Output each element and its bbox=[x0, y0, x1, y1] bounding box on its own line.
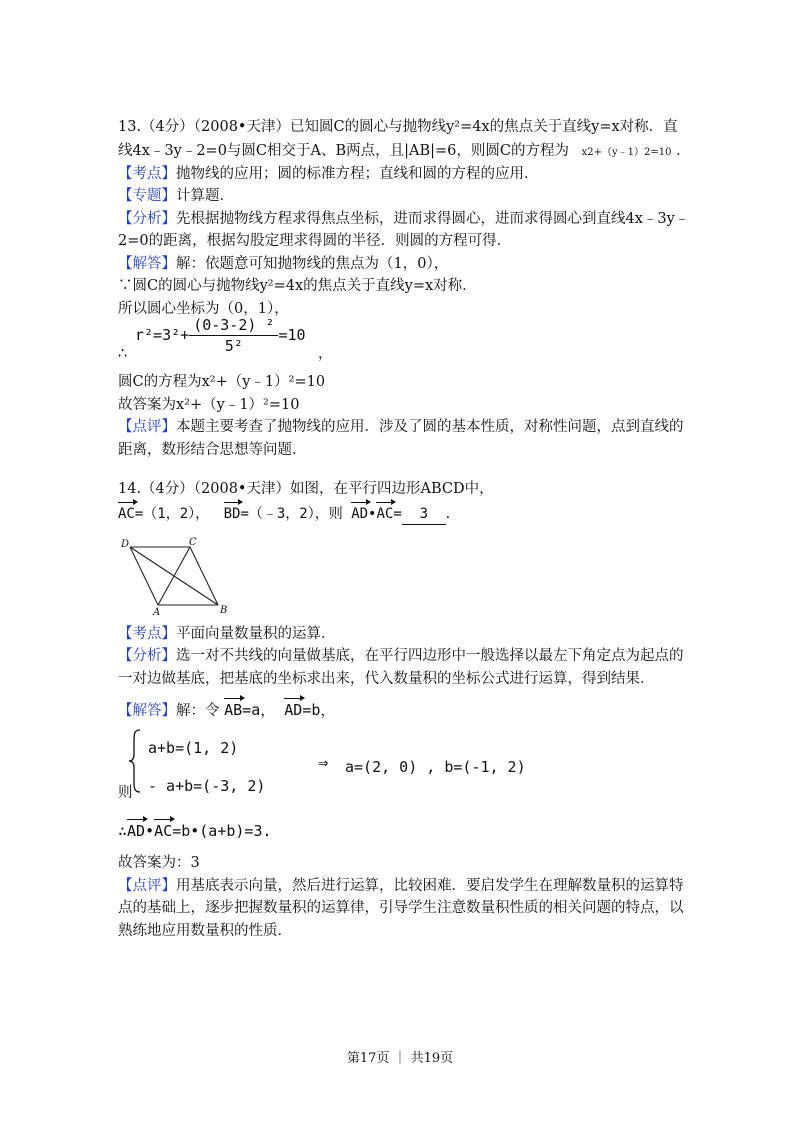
jieda-text-1: 解：依题意可知抛物线的焦点为（1，0）， bbox=[176, 256, 449, 272]
q14-period: ． bbox=[445, 506, 460, 522]
vector-ad: AD bbox=[351, 506, 369, 522]
fenxi-tag: 【分析】 bbox=[118, 648, 176, 664]
label-d: D bbox=[121, 539, 130, 550]
formula-lhs: r²=3²+ bbox=[135, 326, 190, 344]
jieda-intro-text: 解：令 bbox=[176, 703, 220, 719]
formula-numerator: (0-3-2) ² bbox=[189, 315, 278, 336]
q13-jieda-2: ∵圆C的圆心与抛物线y²=4x的焦点关于直线y=x对称． bbox=[118, 278, 477, 294]
q13-dianping-2: 距离，数形结合思想等问题． bbox=[118, 442, 307, 458]
q13-jieda-3: 所以圆心坐标为（0，1）， bbox=[118, 301, 289, 317]
q14-dianping-1 bbox=[118, 876, 684, 896]
q14-dianping-3: 熟练地应用数量积的性质． bbox=[118, 923, 292, 939]
formula-denominator: 5² bbox=[224, 337, 243, 355]
dianping-text-1: 本题主要考查了抛物线的应用．涉及了圆的基本性质，对称性问题，点到直线的 bbox=[176, 419, 684, 435]
implies-symbol: ⇒ bbox=[318, 753, 329, 773]
final-vector-ac: AC bbox=[154, 822, 173, 840]
q14-fenxi-2: 一对边做基底，把基底的坐标求出来，代入数量积的坐标公式进行运算，得到结果． bbox=[118, 671, 655, 687]
formula-comma: ， bbox=[318, 346, 333, 362]
dianping-tag: 【点评】 bbox=[118, 419, 176, 435]
eq-a: =a， bbox=[242, 701, 276, 719]
q13-line2-text: 线4x﹣3y﹣2=0与圆C相交于A、B两点，且|AB|=6，则圆C的方程为 bbox=[118, 143, 570, 159]
kaodian-tag: 【考点】 bbox=[118, 626, 176, 642]
dianping-text-1: 用基底表示向量，然后进行运算，比较困难．要启发学生在理解数量积的运算特 bbox=[176, 878, 684, 894]
q13-jieda-4: 圆C的方程为x²+（y﹣1）²=10 bbox=[118, 374, 326, 390]
q14-line1: 14.（4分）（2008•天津）如图，在平行四边形ABCD中， bbox=[118, 481, 494, 497]
kaodian-text: 抛物线的应用；圆的标准方程；直线和圆的方程的应用． bbox=[176, 166, 539, 182]
dot-symbol: • bbox=[368, 506, 377, 522]
vector-bd-value: =（﹣3，2），则 bbox=[240, 506, 343, 522]
vector-ad-def: AD bbox=[284, 701, 303, 719]
q13-jieda-1 bbox=[118, 254, 448, 274]
vector-ac: AC bbox=[118, 506, 135, 522]
formula-rhs: =10 bbox=[278, 326, 306, 344]
q13-line1: 13.（4分）（2008•天津）已知圆C的圆心与抛物线y²=4x的焦点关于直线y=x对称．直 bbox=[118, 119, 678, 135]
kaodian-tag: 【考点】 bbox=[118, 166, 176, 182]
therefore-symbol: ∴ bbox=[118, 346, 128, 362]
fenxi-tag: 【分析】 bbox=[118, 211, 176, 227]
q13-fenxi-1 bbox=[118, 209, 689, 229]
jieda-tag: 【解答】 bbox=[118, 256, 176, 272]
q14-jieda-intro bbox=[118, 700, 335, 721]
q13-answer: x2+（y﹣1）2=10 bbox=[581, 147, 672, 158]
q13-period: ． bbox=[676, 143, 691, 159]
system-eq-2: - a+b=(-3, 2) bbox=[148, 777, 266, 795]
fenxi-text-1: 选一对不共线的向量做基底，在平行四边形中一般选择以最左下角定点为起点的 bbox=[176, 648, 684, 664]
final-vector-ad: AD bbox=[127, 822, 146, 840]
vector-ab: AB bbox=[224, 701, 243, 719]
q13-jieda-5: 故答案为x²+（y﹣1）²=10 bbox=[118, 397, 300, 413]
ze-label: 则 bbox=[118, 785, 133, 801]
zhuanti-text: 计算题． bbox=[176, 188, 234, 204]
label-a: A bbox=[153, 607, 161, 615]
final-therefore: ∴ bbox=[118, 822, 128, 840]
q13-formula bbox=[135, 312, 306, 358]
jieda-tag: 【解答】 bbox=[118, 703, 176, 719]
page-footer: 第17页 ｜ 共19页 bbox=[346, 1051, 454, 1066]
q14-fenxi-1 bbox=[118, 646, 684, 666]
vector-bd: BD bbox=[223, 506, 241, 522]
vector-ac-value: =（1，2）， bbox=[134, 506, 210, 522]
q13-zhuanti bbox=[118, 186, 234, 206]
formula-fraction bbox=[189, 315, 278, 356]
diagonal-db bbox=[130, 547, 218, 605]
q14-line2 bbox=[118, 504, 460, 525]
final-rest: =b•(a+b)=3. bbox=[172, 822, 272, 840]
q13-line2 bbox=[118, 141, 691, 163]
q14-kaodian bbox=[118, 624, 336, 644]
dianping-tag: 【点评】 bbox=[118, 878, 176, 894]
label-b: B bbox=[220, 605, 228, 615]
system-result: a=(2, 0) , b=(-1, 2) bbox=[345, 758, 526, 776]
vector-ac-2: AC bbox=[376, 506, 394, 522]
q14-answer-line: 故答案为：3 bbox=[118, 855, 200, 871]
system-eq-1: a+b=(1, 2) bbox=[148, 739, 239, 757]
fenxi-text-1: 先根据抛物线方程求得焦点坐标，进而求得圆心，进而求得圆心到直线4x﹣3y﹣ bbox=[176, 211, 690, 227]
q13-dianping-1 bbox=[118, 417, 684, 437]
eq-b: =b， bbox=[302, 701, 336, 719]
q14-answer: 3 bbox=[402, 504, 446, 525]
zhuanti-tag: 【专题】 bbox=[118, 188, 176, 204]
final-dot: • bbox=[145, 822, 155, 840]
q14-final bbox=[118, 821, 272, 841]
equals: = bbox=[393, 506, 402, 522]
q14-dianping-2: 点的基础上，逐步把握数量积的运算律，引导学生注意数量积性质的相关问题的特点，以 bbox=[118, 900, 684, 916]
kaodian-text: 平面向量数量积的运算． bbox=[176, 626, 336, 642]
q13-fenxi-2: 2=0的距离，根据勾股定理求得圆的半径．则圆的方程可得． bbox=[118, 233, 512, 249]
parallelogram-figure bbox=[120, 537, 230, 615]
label-c: C bbox=[189, 537, 197, 548]
q13-kaodian bbox=[118, 164, 539, 184]
